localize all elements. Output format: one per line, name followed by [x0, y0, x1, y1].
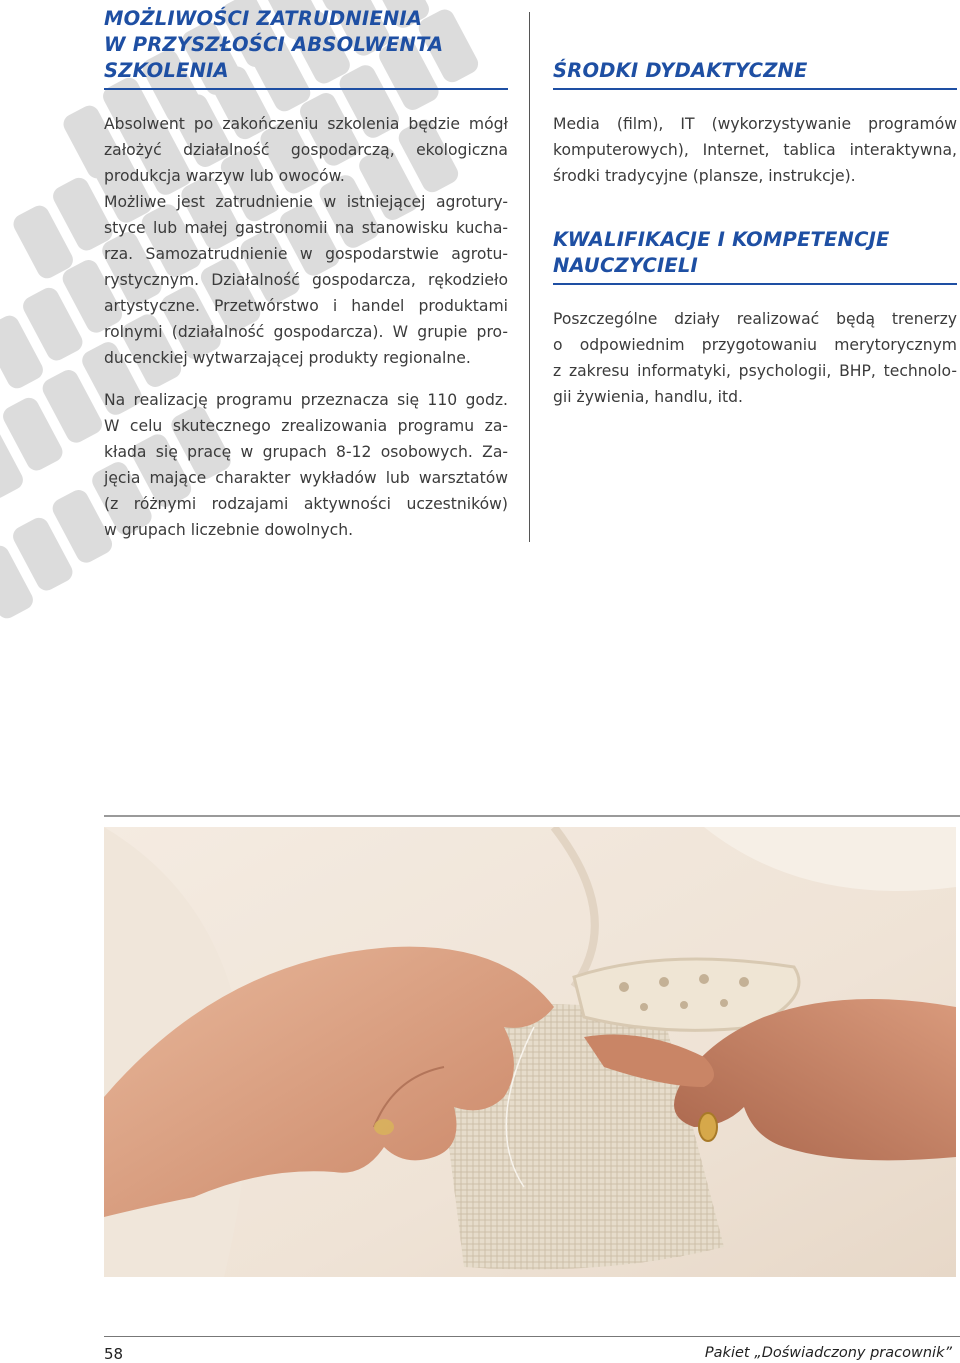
employment-heading: [104, 6, 508, 90]
column-divider: [529, 12, 530, 542]
text-line: produkcja warzyw lub owoców.: [104, 167, 345, 185]
text-line: założyć działalność gospodarczą, ekologiczna: [104, 141, 508, 159]
text-line: kłada się pracę w grupach 8-12 osobowych. Za-: [104, 443, 508, 461]
text-line: (z różnymi rodzajami aktywności uczestników): [104, 495, 508, 513]
text-line: z zakresu informatyki, psychologii, BHP, technolo-: [553, 362, 957, 380]
teaching-aids-heading: [553, 58, 957, 90]
lace-hands-photo: [104, 827, 956, 1277]
right-column: [553, 58, 957, 410]
heading-line: ŚRODKI DYDAKTYCZNE: [553, 59, 808, 82]
employment-paragraph: [104, 111, 508, 371]
text-line: Możliwe jest zatrudnienie w istniejącej agrotury-: [104, 193, 508, 211]
text-line: w grupach liczebnie dowolnych.: [104, 521, 354, 539]
text-line: rza. Samozatrudnienie w gospodarstwie agrotu-: [104, 245, 508, 263]
teaching-aids-paragraph: [553, 111, 957, 189]
heading-line: NAUCZYCIELI: [553, 254, 699, 277]
footer-rule: [104, 1336, 960, 1337]
page-number: 58: [104, 1345, 124, 1363]
text-line: rystycznym. Działalność gospodarcza, rękodzieło: [104, 271, 508, 289]
text-line: Na realizację programu przeznacza się 110 godz.: [104, 391, 508, 409]
text-line: komputerowych), Internet, tablica interaktywna,: [553, 141, 957, 159]
heading-line: KWALIFIKACJE I KOMPETENCJE: [553, 228, 890, 251]
heading-line: SZKOLENIA: [104, 59, 229, 82]
photo-top-rule: [104, 815, 960, 817]
teacher-qualifications-heading: [553, 227, 957, 285]
teacher-qualifications-paragraph: [553, 306, 957, 410]
text-line: gii żywienia, handlu, itd.: [553, 388, 743, 406]
text-line: rolnymi (działalność gospodarcza). W grupie pro-: [104, 323, 508, 341]
heading-line: W PRZYSZŁOŚCI ABSOLWENTA: [104, 33, 444, 56]
text-line: Media (film), IT (wykorzystywanie programów: [553, 115, 957, 133]
program-hours-paragraph: [104, 387, 508, 543]
text-line: styce lub małej gastronomii na stanowisku kucha-: [104, 219, 508, 237]
text-line: Absolwent po zakończeniu szkolenia będzie mógł: [104, 115, 508, 133]
text-line: ducenckiej wytwarzającej produkty regionalne.: [104, 349, 471, 367]
text-line: o odpowiednim przygotowaniu merytorycznym: [553, 336, 957, 354]
text-line: artystyczne. Przetwórstwo i handel produktami: [104, 297, 508, 315]
left-column: [104, 6, 508, 543]
text-line: Poszczególne działy realizować będą trenerzy: [553, 310, 957, 328]
text-line: środki tradycyjne (plansze, instrukcje).: [553, 167, 856, 185]
footer-title: Pakiet „Doświadczony pracownik”: [704, 1345, 952, 1361]
text-line: W celu skutecznego zrealizowania programu za-: [104, 417, 508, 435]
heading-line: MOŻLIWOŚCI ZATRUDNIENIA: [104, 7, 423, 30]
text-line: jęcia mające charakter wykładów lub warsztatów: [104, 469, 508, 487]
